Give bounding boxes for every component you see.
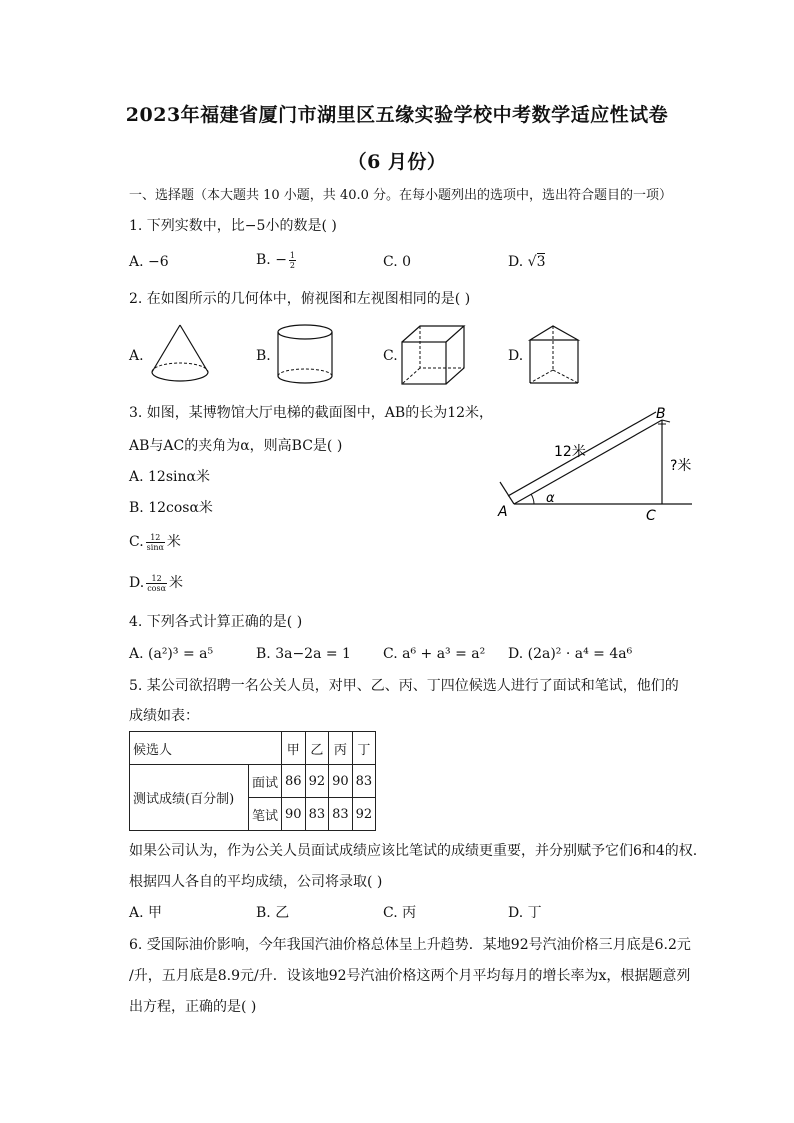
q4-option-d: D. (2a)² · a⁴ = 4a⁶ [508,646,633,662]
q2-option-b: B. [256,348,271,364]
table-cell: 90 [329,765,353,798]
table-cell: 92 [305,765,329,798]
label-c: C [646,508,656,524]
q2-stem: 2. 在如图所示的几何体中，俯视图和左视图相同的是( ) [129,291,471,307]
q4-stem: 4. 下列各式计算正确的是( ) [129,614,303,630]
q5-stem-line1: 5. 某公司欲招聘一名公关人员，对甲、乙、丙、丁四位候选人进行了面试和笔试，他们的 [129,678,679,694]
q1-option-d: D. √3 [508,254,546,270]
q2-option-a: A. [129,348,144,364]
row-label: 笔试 [249,798,282,831]
score-table [129,731,376,831]
q4-option-b: B. 3a−2a = 1 [256,646,351,662]
q3-stem-line1: 3. 如图，某博物馆大厅电梯的截面图中，AB的长为12米， [129,405,494,421]
group-label: 测试成绩(百分制) [130,765,249,831]
label-a: A [498,504,508,520]
page-subtitle: （6 月份） [347,151,447,173]
table-header-row [130,732,376,765]
q5-option-c: C. 丙 [383,905,417,921]
q5-option-d: D. 丁 [508,905,542,921]
q2-option-c: C. [383,348,398,364]
q5-stem-line2: 成绩如表： [129,708,199,724]
section-header: 一、选择题（本大题共 10 小题，共 40.0 分。在每小题列出的选项中，选出符合题目的一项） [129,188,673,203]
q4-option-a: A. (a²)³ = a⁵ [129,646,214,662]
q5-after-line2: 根据四人各自的平均成绩，公司将录取( ) [129,874,383,890]
row-label: 面试 [249,765,282,798]
label-height: ?米 [670,458,692,474]
cone-figure [148,322,212,388]
q4-option-c: C. a⁶ + a³ = a² [383,646,486,662]
q3-option-a: A. 12sinα米 [129,469,210,485]
escalator-figure [490,400,700,526]
table-row [130,765,376,798]
q6-line1: 6. 受国际油价影响，今年我国汽油价格总体呈上升趋势．某地92号汽油价格三月底是6.2元 [129,937,691,953]
q3-option-b: B. 12cosα米 [129,500,213,516]
header-label: 候选人 [130,732,282,765]
q5-option-b: B. 乙 [256,905,290,921]
table-cell: 86 [282,765,306,798]
label-length: 12米 [554,444,586,460]
q3-option-d: D. $\frac{12}{\cos\alpha}$ 米 [129,573,183,593]
page-title: 2023年福建省厦门市湖里区五缘实验学校中考数学适应性试卷 [125,104,669,126]
table-cell: 83 [352,765,376,798]
q1-stem: 1. 下列实数中，比−5小的数是( ) [129,218,337,234]
table-cell: 83 [305,798,329,831]
header-cell: 甲 [282,732,306,765]
q1-option-b: B. − $\frac{1}{2}$ [256,250,296,270]
cube-figure [398,322,468,388]
q3-option-c: C. $\frac{12}{\sin\alpha}$ 米 [129,532,181,552]
header-cell: 乙 [305,732,329,765]
q5-option-a: A. 甲 [129,905,163,921]
q3-stem-line2: AB与AC的夹角为α，则高BC是( ) [129,438,343,454]
label-angle: α [546,491,555,506]
q6-line3: 出方程，正确的是( ) [129,999,257,1015]
cylinder-figure [274,322,336,388]
header-cell: 丙 [329,732,353,765]
table-cell: 90 [282,798,306,831]
label-b: B [656,406,666,422]
prism-figure [525,320,583,388]
q5-after-line1: 如果公司认为，作为公关人员面试成绩应该比笔试的成绩更重要，并分别赋予它们6和4的权. [129,843,698,859]
table-cell: 83 [329,798,353,831]
table-cell: 92 [352,798,376,831]
q2-option-d: D. [508,348,524,364]
q1-option-c: C. 0 [383,254,412,270]
q1-option-a: A. −6 [129,254,169,270]
q6-line2: /升，五月底是8.9元/升．设该地92号汽油价格这两个月平均每月的增长率为x，根据题意列 [129,968,691,984]
header-cell: 丁 [352,732,376,765]
